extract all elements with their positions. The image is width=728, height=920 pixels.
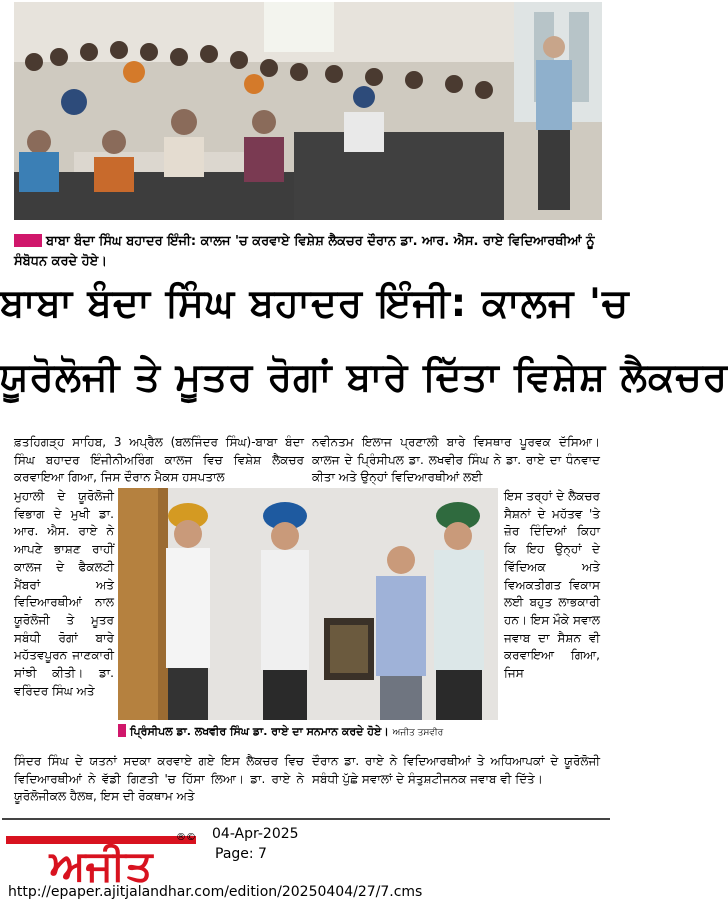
article-left-narrow xyxy=(14,488,114,700)
headline-line-2: ਯੂਰੋਲੋਜੀ ਤੇ ਮੂਤਰ ਰੋਗਾਂ ਬਾਰੇ ਦਿੱਤਾ ਵਿਸ਼ੇਸ਼ ਲੈਕਚਰ xyxy=(0,355,728,400)
mid-caption-text: ਪ੍ਰਿੰਸੀਪਲ ਡਾ. ਲਖਵੀਰ ਸਿੰਘ ਡਾ. ਰਾਏ ਦਾ ਸਨਮਾਨ ਕਰਦੇ ਹੋਏ। xyxy=(130,725,389,738)
ajit-logo-icon xyxy=(6,828,196,890)
classroom-photo xyxy=(14,2,602,220)
registered-mark: ®© xyxy=(176,832,196,843)
photo-credit: ਅਜੀਤ ਤਸਵੀਰ xyxy=(392,728,444,738)
left-bottom-text: ਸਿੰਦਰ ਸਿੰਘ ਦੇ ਯਤਨਾਂ ਸਦਕਾ ਕਰਵਾਏ ਗਏ ਇਸ ਲੈਕਚਰ ਵਿਚ ਵਿਦਿਆਰਥੀਆਂ ਨੇ ਵੱਡੀ ਗਿਣਤੀ 'ਚ ਹਿੱਸਾ ਲਿਆ। ਡਾ. ਰਾਏ ਨੇ ਯੂਰੋਲੋਜੀਕਲ ਹੈਲਥ, ਇਸ ਦੀ ਰੋਕਥਾਮ ਅਤੇ xyxy=(14,754,304,804)
right-bottom-text: ਦੌਰਾਨ ਡਾ. ਰਾਏ ਨੇ ਵਿਦਿਆਰਥੀਆਂ ਤੇ ਅਧਿਆਪਕਾਂ ਦੇ ਯੂਰੋਲੋਜੀ ਸਬੰਧੀ ਪੁੱਛੇ ਸਵਾਲਾਂ ਦੇ ਸੰਤੁਸ਼ਟੀਜਨਕ ਜਵਾਬ ਵੀ ਦਿੱਤੇ। xyxy=(312,754,600,786)
headline-line-1: ਬਾਬਾ ਬੰਦਾ ਸਿੰਘ ਬਹਾਦਰ ਇੰਜੀ: ਕਾਲਜ 'ਚ xyxy=(0,281,630,326)
caption-marker xyxy=(118,724,126,737)
source-url: http://epaper.ajitjalandhar.com/edition/20250404/27/7.cms xyxy=(8,884,423,900)
ajit-logo xyxy=(6,828,196,890)
article-left-top xyxy=(14,434,304,487)
top-photo-caption xyxy=(14,232,604,272)
caption-marker xyxy=(14,234,42,247)
right-narrow-text: ਇਸ ਤਰ੍ਹਾਂ ਦੇ ਲੈਕਚਰ ਸੈਸ਼ਨਾਂ ਦੇ ਮਹੱਤਵ 'ਤੇ ਜ਼ੋਰ ਦਿੰਦਿਆਂ ਕਿਹਾ ਕਿ ਇਹ ਉਨ੍ਹਾਂ ਦੇ ਵਿੱਦਿਅਕ ਅਤੇ ਵਿਅਕਤੀਗਤ ਵਿਕਾਸ ਲਈ ਬਹੁਤ ਲਾਭਕਾਰੀ ਹਨ। ਇਸ ਮੌਕੇ ਸਵਾਲ ਜਵਾਬ ਦਾ ਸੈਸ਼ਨ ਵੀ ਕਰਵਾਇਆ ਗਿਆ, ਜਿਸ xyxy=(504,489,600,681)
logo-text: ਅਜੀਤ xyxy=(49,841,153,890)
award-presentation-illustration xyxy=(118,488,498,720)
article-left-bottom xyxy=(14,753,304,806)
footer-divider xyxy=(2,818,610,820)
article-right-narrow xyxy=(504,488,600,683)
page-number: Page: 7 xyxy=(215,846,267,862)
award-photo xyxy=(118,488,498,720)
edition-date: 04-Apr-2025 xyxy=(212,826,299,842)
article-right-top xyxy=(312,434,600,487)
left-top-text: ਫ਼ਤਹਿਗੜ੍ਹ ਸਾਹਿਬ, 3 ਅਪ੍ਰੈਲ (ਬਲਜਿੰਦਰ ਸਿੰਘ)-ਬਾਬਾ ਬੰਦਾ ਸਿੰਘ ਬਹਾਦਰ ਇੰਜੀਨੀਅਰਿੰਗ ਕਾਲਜ ਵਿਚ ਵਿਸ਼ੇਸ਼ ਲੈਕਚਰ ਕਰਵਾਇਆ ਗਿਆ, ਜਿਸ ਦੌਰਾਨ ਮੈਕਸ ਹਸਪਤਾਲ xyxy=(14,435,304,485)
award-photo-caption xyxy=(118,721,498,742)
article-right-bottom xyxy=(312,753,600,788)
right-top-text: ਨਵੀਨਤਮ ਇਲਾਜ ਪ੍ਰਣਾਲੀ ਬਾਰੇ ਵਿਸਥਾਰ ਪੂਰਵਕ ਦੱਸਿਆ। ਕਾਲਜ ਦੇ ਪ੍ਰਿੰਸੀਪਲ ਡਾ. ਲਖਵੀਰ ਸਿੰਘ ਨੇ ਡਾ. ਰਾਏ ਦਾ ਧੰਨਵਾਦ ਕੀਤਾ ਅਤੇ ਉਨ੍ਹਾਂ ਵਿਦਿਆਰਥੀਆਂ ਲਈ xyxy=(312,435,600,485)
left-narrow-text: ਮੁਹਾਲੀ ਦੇ ਯੂਰੋਲੋਜੀ ਵਿਭਾਗ ਦੇ ਮੁਖੀ ਡਾ. ਆਰ. ਐਸ. ਰਾਏ ਨੇ ਆਪਣੇ ਭਾਸ਼ਣ ਰਾਹੀਂ ਕਾਲਜ ਦੇ ਫੈਕਲਟੀ ਮੈਂਬਰਾਂ ਅਤੇ ਵਿਦਿਆਰਥੀਆਂ ਨਾਲ ਯੂਰੋਲੋਜੀ ਤੇ ਮੂਤਰ ਸਬੰਧੀ ਰੋਗਾਂ ਬਾਰੇ ਮਹੱਤਵਪੂਰਨ ਜਾਣਕਾਰੀ ਸਾਂਝੀ ਕੀਤੀ। ਡਾ. ਵਰਿੰਦਰ ਸਿੰਘ ਅਤੇ xyxy=(14,489,114,698)
classroom-lecture-illustration xyxy=(14,2,602,220)
top-caption-text: ਬਾਬਾ ਬੰਦਾ ਸਿੰਘ ਬਹਾਦਰ ਇੰਜੀ: ਕਾਲਜ 'ਚ ਕਰਵਾਏ ਵਿਸ਼ੇਸ਼ ਲੈਕਚਰ ਦੌਰਾਨ ਡਾ. ਆਰ. ਐਸ. ਰਾਏ ਵਿਦਿਆਰਥੀਆਂ ਨੂੰ ਸੰਬੋਧਨ ਕਰਦੇ ਹੋਏ। xyxy=(14,234,595,269)
